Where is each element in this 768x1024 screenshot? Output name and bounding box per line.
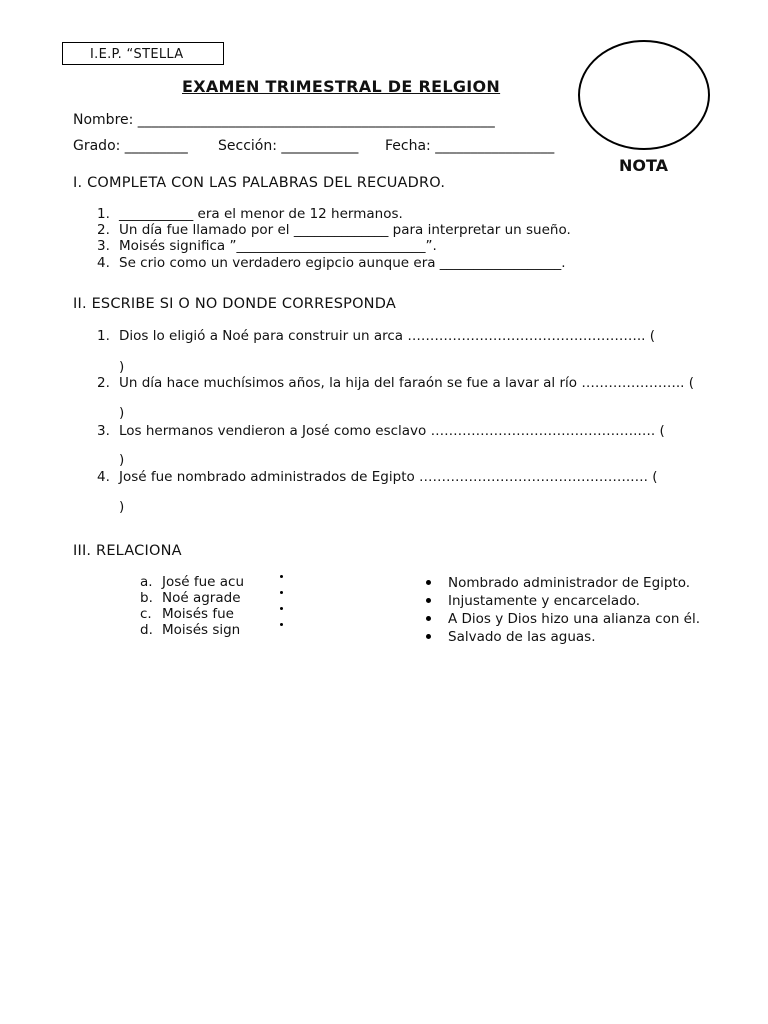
list-item: Nombrado administrador de Egipto.: [426, 575, 690, 591]
bullet-icon: [426, 634, 431, 639]
section-3-heading: III. RELACIONA: [73, 543, 182, 559]
list-item: 4. Se crio como un verdadero egipcio aunque era __________________.: [97, 255, 566, 271]
answer-close-paren: ): [119, 359, 125, 375]
answer-close-paren: ): [119, 499, 125, 515]
connector-dot[interactable]: [280, 591, 283, 594]
answer-close-paren: ): [119, 405, 125, 421]
list-item: 4. José fue nombrado administrados de Egipto ………………………………….…….…. (: [97, 469, 658, 485]
exam-title: EXAMEN TRIMESTRAL DE RELGION: [182, 77, 501, 96]
list-item: A Dios y Dios hizo una alianza con él.: [426, 611, 700, 627]
list-item: 2. Un día hace muchísimos años, la hija del faraón se fue a lavar al río ………………….. (: [97, 375, 694, 391]
list-item: 1. Dios lo eligió a Noé para construir un arca …………………………………………….. (: [97, 328, 656, 344]
list-item: 3. Moisés significa ”____________________________”.: [97, 238, 437, 254]
answer-close-paren: ): [119, 452, 125, 468]
list-item: Injustamente y encarcelado.: [426, 593, 640, 609]
connector-dot[interactable]: [280, 623, 283, 626]
list-item: b. Noé agrade: [140, 590, 241, 606]
bullet-icon: [426, 598, 431, 603]
grade-field[interactable]: Grado: _________: [73, 138, 188, 154]
list-item: 2. Un día fue llamado por el ______________ para interpretar un sueño.: [97, 222, 571, 238]
match-left-column: [140, 574, 247, 640]
list-item: c. Moisés fue: [140, 606, 234, 622]
bullet-icon: [426, 616, 431, 621]
connector-dot[interactable]: [280, 607, 283, 610]
bullet-icon: [426, 580, 431, 585]
list-item: 1. ___________ era el menor de 12 hermanos.: [97, 206, 403, 222]
date-field[interactable]: Fecha: _________________: [385, 138, 555, 154]
section-2-heading: II. ESCRIBE SI O NO DONDE CORRESPONDA: [73, 296, 396, 312]
list-item: d. Moisés sign: [140, 622, 241, 638]
name-field[interactable]: Nombre: ___________________________________________________: [73, 112, 495, 128]
connector-dot[interactable]: [280, 575, 283, 578]
section-1-heading: I. COMPLETA CON LAS PALABRAS DEL RECUADRO.: [73, 175, 446, 191]
school-name-box: I.E.P. “STELLA: [62, 42, 224, 65]
list-item: Salvado de las aguas.: [426, 629, 596, 645]
grade-circle: [578, 40, 710, 150]
list-item: a. José fue acu: [140, 574, 245, 590]
list-item: 3. Los hermanos vendieron a José como esclavo ……………………………………….…. (: [97, 423, 665, 439]
grade-label: NOTA: [619, 156, 669, 175]
section-field[interactable]: Sección: ___________: [218, 138, 359, 154]
